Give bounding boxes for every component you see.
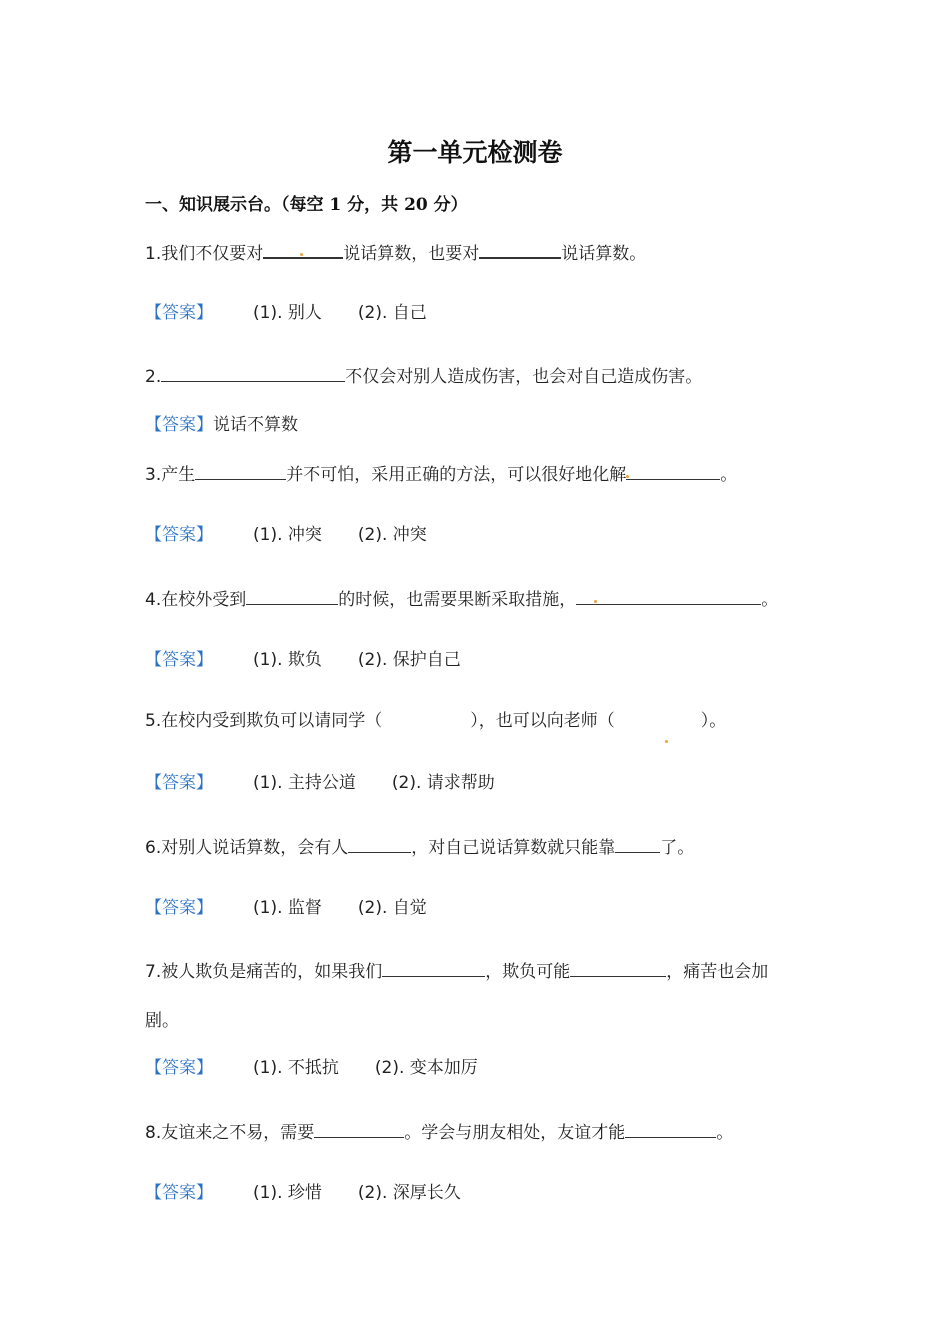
blank [625,1119,716,1138]
answer-1: 【答案】 (1). 别人 (2). 自己 [145,303,427,323]
question-5: 5.在校内受到欺负可以请同学（ ），也可以向老师（ ）。 [145,709,726,733]
answer-3: 【答案】 (1). 冲突 (2). 冲突 [145,525,427,545]
question-3: 3.产生 并不可怕，采用正确的方法，可以很好地化解 。 [145,461,737,487]
answer-2: 【答案】说话不算数 [145,415,298,435]
blank [576,586,761,605]
mark-dot [626,475,629,478]
answer-tag: 【答案】 [145,773,213,793]
answer-tag: 【答案】 [145,650,213,670]
question-7-continued: 剧。 [145,1011,179,1031]
blank [161,363,345,382]
blank [348,834,411,853]
blank [615,834,660,853]
mark-dot [594,600,597,603]
answer-tag: 【答案】 [145,898,213,918]
blank [626,461,720,480]
question-7: 7.被人欺负是痛苦的，如果我们 ，欺负可能 ，痛苦也会加 [145,958,768,984]
question-4: 4.在校外受到 的时候，也需要果断采取措施， 。 [145,586,778,612]
question-2: 2. 不仅会对别人造成伤害，也会对自己造成伤害。 [145,363,702,389]
blank [314,1119,404,1138]
page-title: 第一单元检测卷 [387,138,563,167]
answer-6: 【答案】 (1). 监督 (2). 自觉 [145,898,427,918]
mark-dot [300,253,303,256]
blank [263,239,343,259]
answer-4: 【答案】 (1). 欺负 (2). 保护自己 [145,650,461,670]
answer-tag: 【答案】 [145,1058,213,1078]
answer-tag: 【答案】 [145,303,213,323]
question-8: 8.友谊来之不易，需要 。学会与朋友相处，友谊才能 。 [145,1119,733,1145]
answer-8: 【答案】 (1). 珍惜 (2). 深厚长久 [145,1183,461,1203]
mark-dot [665,740,668,743]
blank [195,461,286,480]
question-6: 6.对别人说话算数，会有人 ，对自己说话算数就只能靠 了。 [145,834,694,860]
blank [382,958,485,977]
answer-7: 【答案】 (1). 不抵抗 (2). 变本加厉 [145,1058,478,1078]
blank [570,958,666,977]
blank [246,586,338,605]
blank [479,239,561,259]
answer-tag: 【答案】 [145,525,213,545]
section-heading: 一、知识展示台。（每空 1 分，共 20 分） [145,195,468,215]
question-1: 1.我们不仅要对 说话算数，也要对 说话算数。 [145,239,646,266]
answer-tag: 【答案】 [145,415,213,435]
answer-5: 【答案】 (1). 主持公道 (2). 请求帮助 [145,773,495,793]
answer-tag: 【答案】 [145,1183,213,1203]
